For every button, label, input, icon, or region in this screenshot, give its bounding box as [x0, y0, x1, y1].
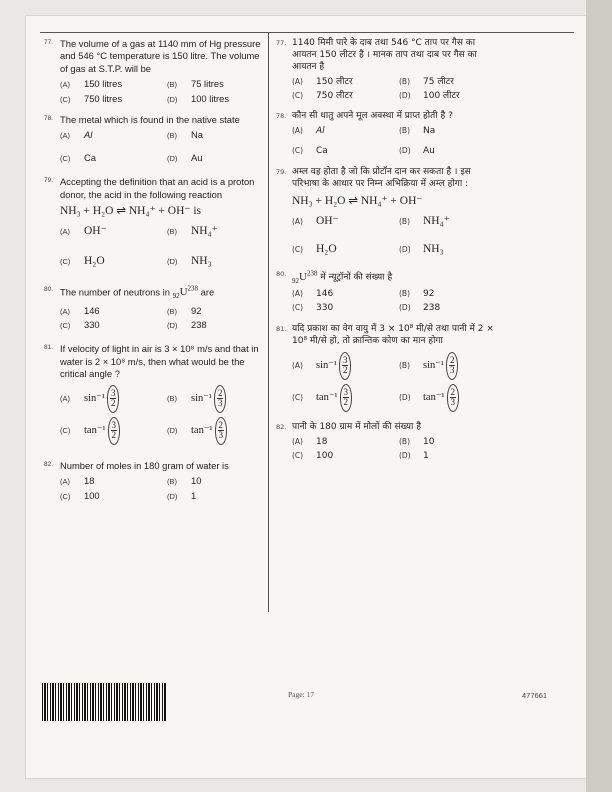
question-78-hi: [276, 111, 498, 158]
question-stem: पानी के 180 ग्राम में मोलों की संख्या है: [292, 421, 421, 432]
reaction-equation: NH₃ + H₂O ⇌ NH₄⁺ + OH⁻: [292, 194, 423, 207]
question-stem: $_{92}U^{238}$ में न्यूट्रॉनों की संख्या है: [292, 269, 393, 286]
question-stem: The volume of a gas at 1140 mm of Hg pressure and 546 °C temperature is 150 litre. The volume of gas at S.T.P. will be: [60, 38, 261, 74]
option-d: (D) 100 लीटर: [399, 90, 460, 101]
uranium-isotope: $_{92}U^{238}$: [292, 269, 318, 286]
english-column: [44, 38, 266, 511]
option-c: (C) H₂O: [292, 243, 337, 256]
option-c: (C) 100: [292, 450, 334, 461]
question-number: 79.: [276, 168, 287, 176]
option-b: (B) 92: [167, 304, 202, 316]
question-stem: Accepting the definition that an acid is a proton donor, the acid in the following reaction: [60, 176, 255, 200]
option-b: (B) sin⁻¹ $\frac{2}{3}$: [399, 351, 498, 381]
option-c: (C) H₂O: [60, 255, 105, 268]
option-d: (D) 238: [399, 303, 441, 314]
question-77-hi: [276, 38, 498, 102]
option-d: (D) NH₃: [399, 243, 444, 256]
question-number: 77.: [276, 39, 287, 47]
reaction-equation: NH₃ + H₂O ⇌ NH₄⁺ + OH⁻ is: [60, 205, 202, 218]
option-a: (A) OH⁻: [292, 214, 339, 227]
question-number: 80.: [44, 285, 54, 293]
question-78-en: [44, 114, 266, 164]
question-stem: कौन सी धातु अपने मूल अवस्था में प्राप्त होती है ?: [292, 111, 453, 122]
question-80-hi: [276, 269, 498, 315]
question-number: 82.: [44, 460, 54, 468]
option-b: (B) Na: [167, 129, 203, 141]
option-b: (B) 10: [167, 475, 202, 487]
question-79-en: [44, 176, 266, 272]
option-b: (B) NH₄⁺: [167, 225, 218, 238]
option-b: (B) 10: [399, 436, 435, 447]
option-c: (C) 100: [60, 489, 100, 501]
option-a: (A) sin⁻¹ $\frac{3}{2}$: [292, 351, 391, 381]
column-divider: [268, 32, 269, 612]
question-number: 82.: [276, 422, 287, 431]
option-b: (B) NH₄⁺: [399, 214, 450, 227]
option-a: (A) 150 litres: [60, 78, 123, 90]
option-c: (C) Ca: [292, 146, 328, 157]
option-c: (C) tan⁻¹ $\frac{3}{2}$: [292, 383, 391, 413]
question-stem: The metal which is found in the native state: [60, 114, 240, 126]
option-b: (B) sin⁻¹ $\frac{2}{3}$: [167, 384, 266, 414]
question-number: 77.: [44, 39, 54, 46]
option-c: (C) 750 litres: [60, 92, 123, 104]
option-b: (B) 75 लीटर: [399, 76, 454, 87]
question-77-en: [44, 38, 266, 105]
option-d: (D) 100 litres: [167, 92, 230, 104]
option-a: (A) Al: [292, 126, 325, 137]
option-a: (A) 150 लीटर: [292, 76, 353, 87]
option-c: (C) tan⁻¹ $\frac{3}{2}$: [60, 416, 159, 446]
question-number: 78.: [44, 115, 54, 123]
page-number: Page: 17: [288, 690, 315, 699]
question-stem: Number of moles in 180 gram of water is: [60, 459, 229, 471]
question-stem: यदि प्रकाश का वेग वायु में 3 × 10⁸ मी/से तथा पानी में 2 × 10⁸ मी/से हो, तो क्रान्तिक कोण का मान होगा: [292, 324, 494, 346]
question-stem: If velocity of light in air is 3 × 10⁸ m/s and that in water is 2 × 10⁸ m/s, then what would be the critical angle ?: [60, 343, 259, 380]
option-d: (D) tan⁻¹ $\frac{2}{3}$: [399, 383, 498, 413]
booklet-code: 477661: [522, 691, 548, 700]
hindi-column: [276, 38, 498, 471]
question-number: 78.: [276, 112, 287, 121]
option-d: (D) Au: [167, 151, 203, 163]
option-a: (A) Al: [60, 129, 93, 141]
option-d: (D) Au: [399, 146, 435, 157]
question-stem: 1140 मिमी पारे के दाब तथा 546 °C ताप पर गैस का आयतन 150 लीटर है । मानक ताप तथा दाब पर गैस का आयतन है: [292, 38, 477, 72]
question-number: 81.: [44, 344, 54, 352]
option-d: (D) 1: [167, 489, 197, 501]
option-d: (D) NH₃: [167, 255, 212, 268]
option-b: (B) 92: [399, 289, 435, 300]
question-80-en: [44, 285, 266, 332]
question-number: 80.: [276, 270, 287, 279]
option-c: (C) 330: [292, 303, 334, 314]
question-81-en: [44, 343, 266, 445]
adjacent-page-edge: [586, 0, 612, 792]
option-c: (C) 330: [60, 319, 100, 331]
question-79-hi: [276, 167, 498, 260]
option-b: (B) 75 litres: [167, 78, 224, 90]
option-d: (D) 1: [399, 450, 429, 461]
option-a: (A) 18: [292, 436, 328, 447]
question-82-hi: [276, 422, 498, 463]
option-c: (C) Ca: [60, 151, 96, 163]
option-a: (A) OH⁻: [60, 225, 107, 238]
option-a: (A) 18: [60, 475, 95, 487]
top-rule: [40, 32, 574, 33]
uranium-isotope: $_{92}U^{238}$: [172, 284, 199, 301]
option-c: (C) 750 लीटर: [292, 90, 353, 101]
option-b: (B) Na: [399, 126, 436, 137]
option-d: (D) 238: [167, 319, 207, 331]
option-d: (D) tan⁻¹ $\frac{2}{3}$: [167, 416, 266, 446]
barcode: [42, 683, 167, 721]
question-81-hi: [276, 324, 498, 413]
question-number: 81.: [276, 325, 287, 334]
question-stem: The number of neutrons in $_{92}U^{238}$ are: [60, 284, 215, 301]
question-82-en: [44, 460, 266, 502]
option-a: (A) 146: [292, 289, 334, 300]
question-stem: अम्ल वह होता है जो कि प्रोटॉन दान कर सकता है । इस परिभाषा के आधार पर निम्न अभिक्रिया में अम्ल होगा :: [292, 167, 471, 189]
question-number: 79.: [44, 177, 54, 185]
option-a: (A) sin⁻¹ $\frac{3}{2}$: [60, 384, 159, 414]
option-a: (A) 146: [60, 304, 100, 316]
